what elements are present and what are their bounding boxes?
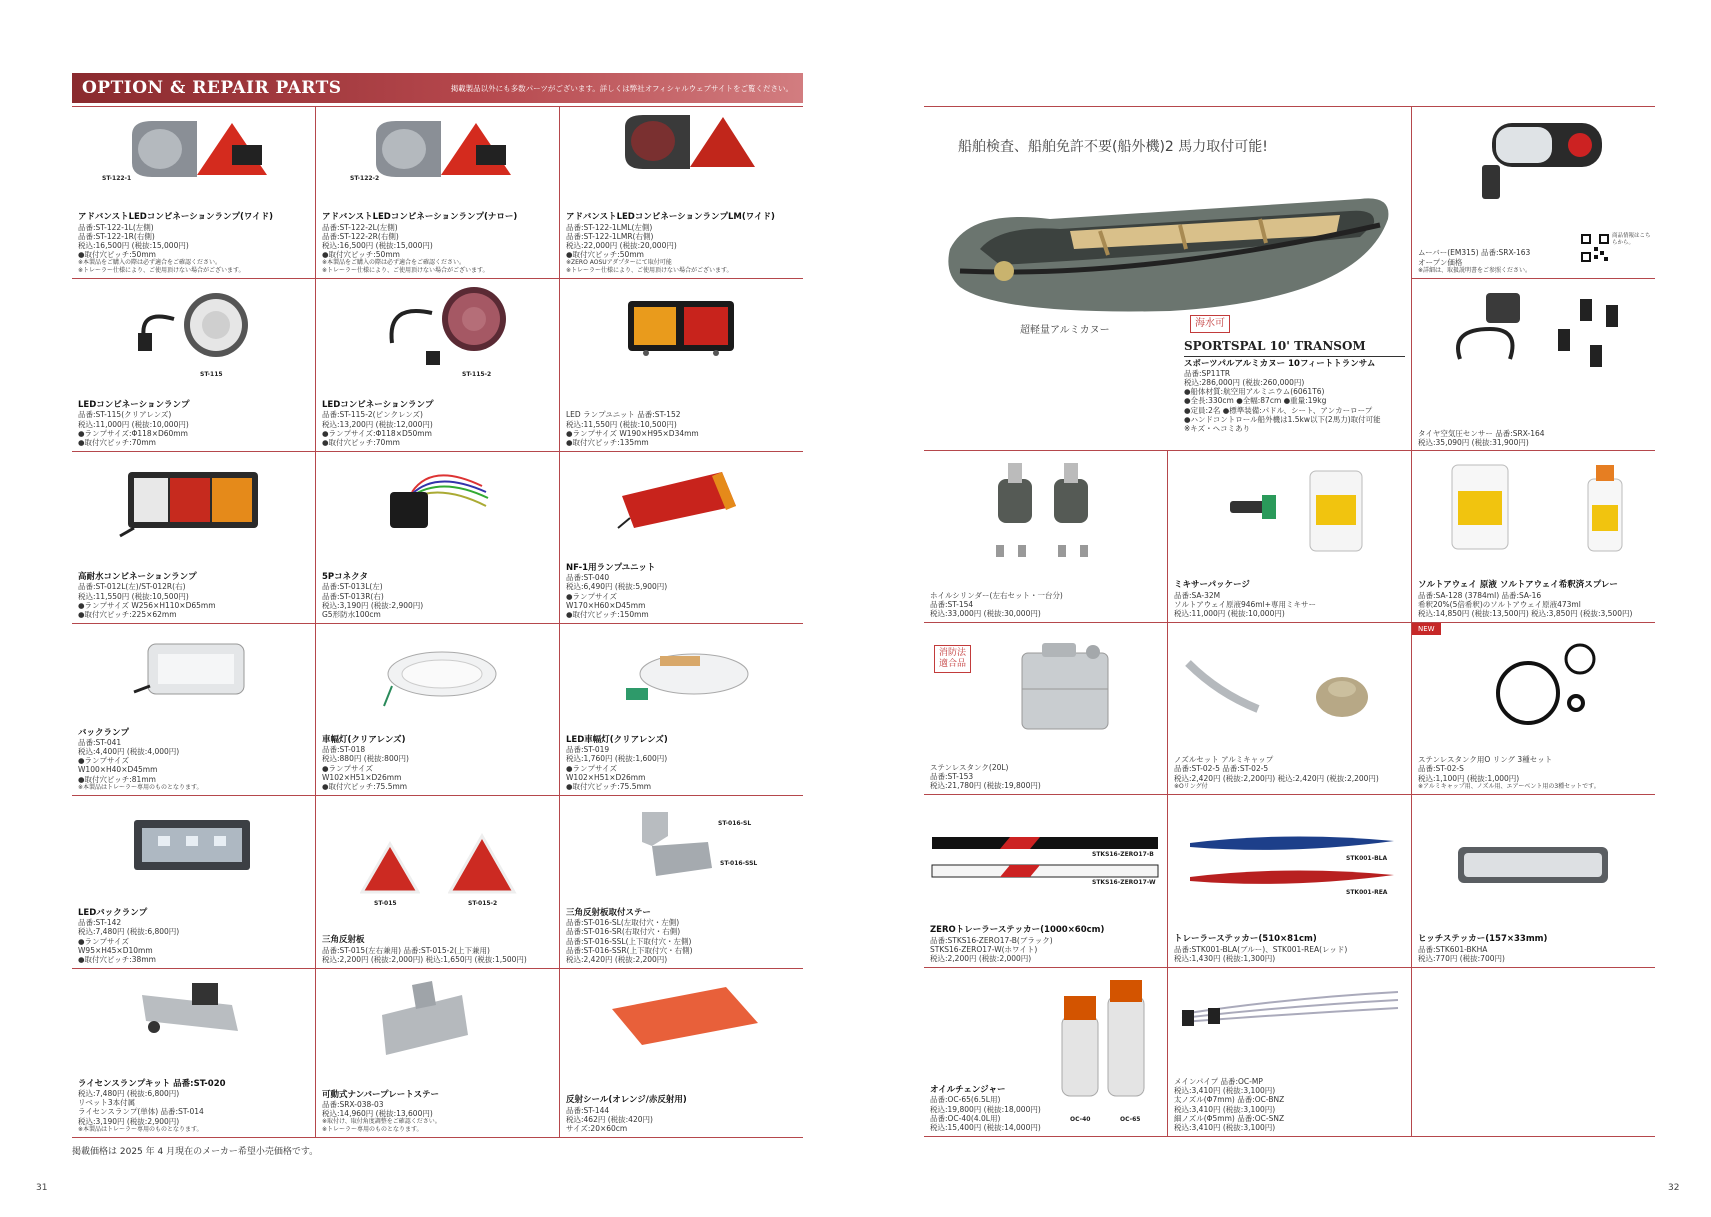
page-number-right: 32 — [1668, 1183, 1680, 1193]
product-text: 三角反射板 品番:ST-015(左右兼用) 品番:ST-015-2(上下兼用) 税込:2,200円 (税抜:2,000円) 税込:1,650円 (税抜:1,500円) — [322, 935, 527, 964]
product-text: ミキサーパッケージ 品番:SA-32M ソルトアウェイ原液946ml+専用ミキサー 税込:11,000円 (税抜:10,000円) — [1174, 580, 1316, 618]
qr-note: 商品情報はこちらから。 — [1612, 233, 1651, 246]
number-plate-stay-image — [372, 975, 492, 1059]
mover-image — [1472, 115, 1622, 211]
product-cell[interactable] — [924, 623, 1168, 794]
product-cell[interactable] — [1168, 623, 1412, 794]
product-cell[interactable] — [560, 452, 803, 623]
wheel-cylinder-image — [988, 459, 1108, 569]
product-text: ZEROトレーラーステッカー(1000×60cm) 品番:STKS16-ZERO17-B(ブラック) STKS16-ZERO17-W(ホワイト) 税込:2,200円 (税抜:2,000円) — [930, 925, 1105, 963]
price-footnote: 掲載価格は 2025 年 4 月現在のメーカー希望小売価格です。 — [72, 1147, 319, 1157]
led-back-lamp-image — [128, 814, 258, 884]
parts-grid-right — [924, 106, 1655, 1137]
product-text: アドバンストLEDコンビネーションランプLM(ワイド) 品番:ST-122-1LML(左側) 品番:ST-122-1LMR(右側) 税込:22,000円 (税抜:20,000円) ●取付穴ピッチ:50mm ※ZERO AOSUアダプターにて取付可能 ※トレーラー仕様により、ご使用頂けない場合がございます。 — [566, 212, 775, 274]
product-text: 三角反射板取付ステー 品番:ST-016-SL(左取付穴・左側) 品番:ST-016-SR(右取付穴・右側) 品番:ST-016-SSL(上下取付穴・左側) 品番:ST-016-SSR(上下取付穴・右側) 税込:2,420円 (税抜:2,200円) — [566, 907, 693, 964]
product-text: メインパイプ 品番:OC-MP 税込:3,410円 (税抜:3,100円) 太ノズル(Φ7mm) 品番:OC-BNZ 税込:3,410円 (税抜:3,100円) 細ノズル(Φ5mm) 品番:OC-SNZ 税込:3,410円 (税抜:3,100円) — [1174, 1077, 1285, 1132]
product-cell[interactable] — [316, 624, 560, 795]
product-cell[interactable] — [1412, 623, 1655, 794]
triangle-reflector-image — [360, 840, 420, 896]
product-text: ホイルシリンダー(左右セット・一台分) 品番:ST-154 税込:33,000円 (税抜:30,000円) — [930, 590, 1063, 618]
product-text: ステンレスタンク用O リング 3種セット 品番:ST-02-S 税込:1,100円 (税抜:1,000円) ※アルミキャップ用、ノズル用、エアーベント用の3種セットです。 — [1418, 755, 1600, 790]
section-note: 掲載製品以外にも多数パーツがございます。詳しくは弊社オフィシャルウェブサイトをご覧ください。 — [450, 83, 793, 93]
hitch-sticker-image — [1456, 845, 1610, 889]
product-text: LEDバックランプ 品番:ST-142 税込:7,480円 (税抜:6,800円) ●ランプサイズ W95×H45×D10mm ●取付穴ピッチ:38mm — [78, 907, 180, 964]
product-cell[interactable] — [72, 969, 316, 1137]
section-header — [72, 73, 803, 103]
fire-law-badge: 消防法 適合品 — [934, 645, 971, 673]
aluminum-cap-image — [1308, 663, 1378, 723]
nf1-lamp-unit-image — [612, 466, 742, 536]
product-text: 反射シール(オレンジ/赤反射用) 品番:ST-144 税込:462円 (税抜:420円) サイズ:20×60cm — [566, 1095, 687, 1133]
product-text: アドバンストLEDコンビネーションランプ(ナロー) 品番:ST-122-2L(左側) 品番:ST-122-2R(右側) 税込:16,500円 (税抜:15,000円) ●取付穴ピッチ:50mm ※本製品をご購入の際は必ず適合をご確認ください。 ※トレーラー仕様により、ご使用頂けない場合がございます。 — [322, 212, 518, 274]
license-lamp-kit-image — [132, 975, 252, 1049]
product-text: ステンレスタンク(20L) 品番:ST-153 税込:21,780円 (税抜:19,800円) — [930, 762, 1041, 790]
product-cell[interactable] — [560, 624, 803, 795]
section-title: OPTION & REPAIR PARTS — [82, 78, 342, 98]
product-text: 5Pコネクタ 品番:ST-013L(左) 品番:ST-013R(右) 税込:3,190円 (税抜:2,900円) G5形防水100cm — [322, 572, 424, 619]
product-text: ソルトアウェイ 原液 ソルトアウェイ希釈済スプレー 品番:SA-128 (3784ml) 品番:SA-16 希釈20%(5倍希釈)のソルトアウェイ原液473ml 税込:14,850円 (税抜:13,500円) 税込:3,850円 (税抜:3,500円) — [1418, 580, 1633, 618]
product-cell[interactable] — [560, 107, 803, 278]
product-cell[interactable]: ST-115-2 LEDコンビネーションランプ 品番:ST-115-2(ピンクレンズ) 税込:13,200円 (税抜:12,000円) ●ランプサイズ:Φ118×D50mm ●取付穴ピッチ:70mm — [316, 279, 560, 451]
product-cell[interactable] — [1168, 968, 1412, 1136]
mover-text: ムーバー(EM315) 品番:SRX-163 オープン価格 ※詳細は、取扱説明書をご参照ください。 — [1418, 248, 1532, 274]
canoe-caption: 超軽量アルミカヌー — [1020, 325, 1110, 336]
empty-cell — [1412, 968, 1655, 1136]
product-text: LED ランプユニット 品番:ST-152 税込:11,550円 (税抜:10,500円) ●ランプサイズ W190×H95×D34mm ●取付穴ピッチ:135mm — [566, 410, 699, 447]
product-cell[interactable] — [72, 624, 316, 795]
connector-image — [382, 462, 502, 542]
product-cell[interactable] — [72, 796, 316, 968]
led-round-lamp-clear-image — [134, 289, 254, 377]
stainless-tank-image — [1012, 637, 1122, 737]
product-text: ヒッチステッカー(157×33mm) 品番:STK601-BKHA 税込:770円 (税抜:700円) — [1418, 934, 1548, 963]
back-lamp-image — [128, 636, 258, 706]
mixer-package-image — [1220, 461, 1370, 561]
reflective-seal-image — [606, 983, 766, 1049]
product-cell[interactable] — [1412, 451, 1655, 622]
product-cell[interactable]: ST-115 LEDコンビネーションランプ 品番:ST-115(クリアレンズ) 税込:11,000円 (税抜:10,000円) ●ランプサイズ:Φ118×D60mm ●取付穴ピッチ:70mm — [72, 279, 316, 451]
product-text: ノズルセット アルミキャップ 品番:ST-02-5 品番:ST-02-5 税込:2,420円 (税抜:2,200円) 税込:2,420円 (税抜:2,200円) ※Oリング付 — [1174, 755, 1379, 790]
new-badge: NEW — [1412, 623, 1441, 635]
product-cell[interactable]: ST-015 ST-015-2 三角反射板 品番:ST-015(左右兼用) 品番:ST-015-2(上下兼用) 税込:2,200円 (税抜:2,000円) 税込:1,650円 (税抜:1,500円) — [316, 796, 560, 968]
tpms-cell[interactable] — [1412, 279, 1655, 450]
product-cell[interactable]: ST-122-1 アドバンストLEDコンビネーションランプ(ワイド) 品番:ST-122-1L(左側) 品番:ST-122-1R(右側) 税込:16,500円 (税抜:15,000円) ●取付穴ピッチ:50mm ※本製品をご購入の際は必ず適合をご確認ください。 ※トレーラー仕様により、ご使用頂けない場合がございます。 — [72, 107, 316, 278]
product-cell[interactable] — [316, 452, 560, 623]
product-text: オイルチェンジャー 品番:OC-65(6.5L用) 税込:19,800円 (税抜:18,000円) 品番:OC-40(4.0L用) 税込:15,400円 (税抜:14,000円) — [930, 1085, 1041, 1132]
right-column-top — [1412, 107, 1655, 450]
parts-grid-left — [72, 106, 803, 1138]
product-text: アドバンストLEDコンビネーションランプ(ワイド) 品番:ST-122-1L(左側) 品番:ST-122-1R(右側) 税込:16,500円 (税抜:15,000円) ●取付穴ピッチ:50mm ※本製品をご購入の際は必ず適合をご確認ください。 ※トレーラー仕様により、ご使用頂けない場合がございます。 — [78, 212, 274, 274]
combination-lamp-lm-image — [615, 111, 765, 175]
product-cell[interactable]: STK001-BLA STK001-REA トレーラーステッカー(510×81cm) 品番:STK001-BLA(ブルー)、STK001-REA(レッド) 税込:1,430円 (税抜:1,300円) — [1168, 795, 1412, 967]
product-text: 高耐水コンビネーションランプ 品番:ST-012L(左)/ST-012R(右) 税込:11,550円 (税抜:10,500円) ●ランプサイズ W256×H110×D65mm ●取付穴ピッチ:225×62mm — [78, 572, 216, 619]
product-cell[interactable]: ST-016-SL ST-016-SSL 三角反射板取付ステー 品番:ST-016-SL(左取付穴・左側) 品番:ST-016-SR(右取付穴・右側) 品番:ST-016-SSL(上下取付穴・左側) 品番:ST-016-SSR(上下取付穴・右側) 税込:2,420円 (税抜:2,200円) — [560, 796, 803, 968]
led-lamp-unit-image — [626, 297, 736, 361]
canoe-feature[interactable] — [924, 107, 1412, 450]
product-text: LEDコンビネーションランプ 品番:ST-115-2(ピンクレンズ) 税込:13,200円 (税抜:12,000円) ●ランプサイズ:Φ118×D50mm ●取付穴ピッチ:70mm — [322, 400, 434, 447]
product-cell[interactable]: STKS16-ZERO17-B STKS16-ZERO17-W ZEROトレーラーステッカー(1000×60cm) 品番:STKS16-ZERO17-B(ブラック) STKS16-ZERO17-W(ホワイト) 税込:2,200円 (税抜:2,000円) — [924, 795, 1168, 967]
product-text: LEDコンビネーションランプ 品番:ST-115(クリアレンズ) 税込:11,000円 (税抜:10,000円) ●ランプサイズ:Φ118×D60mm ●取付穴ピッチ:70mm — [78, 400, 190, 447]
led-side-marker-lamp-image — [616, 650, 756, 710]
combination-lamp-narrow-image — [366, 115, 516, 191]
product-cell[interactable] — [924, 451, 1168, 622]
oil-changer-image — [1054, 976, 1154, 1106]
product-cell[interactable]: ST-122-2 アドバンストLEDコンビネーションランプ(ナロー) 品番:ST-122-2L(左側) 品番:ST-122-2R(右側) 税込:16,500円 (税抜:15,000円) ●取付穴ピッチ:50mm ※本製品をご購入の際は必ず適合をご確認ください。 ※トレーラー仕様により、ご使用頂けない場合がございます。 — [316, 107, 560, 278]
product-cell[interactable]: OC-40 OC-65 オイルチェンジャー 品番:OC-65(6.5L用) 税込:19,800円 (税抜:18,000円) 品番:OC-40(4.0L用) 税込:15,400円 (税抜:14,000円) — [924, 968, 1168, 1136]
product-cell[interactable] — [560, 279, 803, 451]
side-marker-lamp-image — [372, 646, 502, 716]
mover-cell[interactable] — [1412, 107, 1655, 279]
product-text: LED車幅灯(クリアレンズ) 品番:ST-019 税込:1,760円 (税抜:1,600円) ●ランプサイズ W102×H51×D26mm ●取付穴ピッチ:75.5mm — [566, 734, 668, 791]
product-text: 車幅灯(クリアレンズ) 品番:ST-018 税込:880円 (税抜:800円) ●ランプサイズ W102×H51×D26mm ●取付穴ピッチ:75.5mm — [322, 734, 409, 791]
product-cell[interactable] — [316, 969, 560, 1137]
canoe-image — [940, 179, 1395, 339]
tire-pressure-sensor-image — [1430, 289, 1640, 389]
seawater-badge: 海水可 — [1190, 315, 1230, 333]
canoe-text: SPORTSPAL 10' TRANSOM スポーツパルアルミカヌー 10フィートトランサム 品番:SP11TR 税込:286,000円 (税抜:260,000円) ●船体材質:航空用アルミニウム(6061T6) ●全長:330cm ●全幅:87cm ●重量:19kg ●定員:2名 ●標準装備:パドル、シート、アンカーロープ ●ハンドコントロール船外機は1.5kw以下(2馬力)取付可能 ※キズ・ヘコミあり — [1184, 339, 1405, 433]
oil-changer-pipes-image — [1178, 988, 1402, 1038]
waterproof-lamp-image — [114, 462, 264, 542]
product-cell[interactable] — [72, 452, 316, 623]
product-text: ライセンスランプキット 品番:ST-020 税込:7,480円 (税抜:6,800円) リベット3本付属 ライセンスランプ(単体) 品番:ST-014 税込:3,190円 (税抜:2,900円) ※本製品はトレーラー専用のものとなります。 — [78, 1078, 226, 1133]
product-text: NF-1用ランプユニット 品番:ST-040 税込:6,490円 (税抜:5,900円) ●ランプサイズ W170×H60×D45mm ●取付穴ピッチ:150mm — [566, 562, 668, 619]
product-text: 可動式ナンバープレートステー 品番:SRX-038-03 税込:14,960円 (税抜:13,600円) ※取付け、取付角度調整をご確認ください。 ※トレーラー専用のものとなります。 — [322, 1089, 441, 1133]
led-round-lamp-pink-image — [382, 283, 512, 373]
o-ring-set-image — [1470, 635, 1600, 735]
salt-away-image — [1432, 459, 1642, 559]
product-text: バックランプ 品番:ST-041 税込:4,400円 (税抜:4,000円) ●ランプサイズ W100×H40×D45mm ●取付穴ピッチ:81mm ※本製品はトレーラー専用のものとなります。 — [78, 727, 203, 791]
product-cell[interactable] — [1168, 451, 1412, 622]
triangle-reflector-2-image — [448, 832, 518, 896]
nozzle-set-image — [1178, 653, 1268, 723]
product-cell[interactable] — [1412, 795, 1655, 967]
reflector-stay-image — [622, 806, 722, 886]
product-cell[interactable] — [560, 969, 803, 1137]
page-number-left: 31 — [36, 1183, 48, 1193]
combination-lamp-image — [122, 115, 272, 191]
product-text: トレーラーステッカー(510×81cm) 品番:STK001-BLA(ブルー)、STK001-REA(レッド) 税込:1,430円 (税抜:1,300円) — [1174, 934, 1348, 963]
tpms-text: タイヤ空気圧センサー 品番:SRX-164 税込:35,090円 (税抜:31,900円) — [1418, 428, 1545, 447]
canoe-headline: 船舶検査、船舶免許不要(船外機)2 馬力取付可能! — [958, 139, 1268, 155]
